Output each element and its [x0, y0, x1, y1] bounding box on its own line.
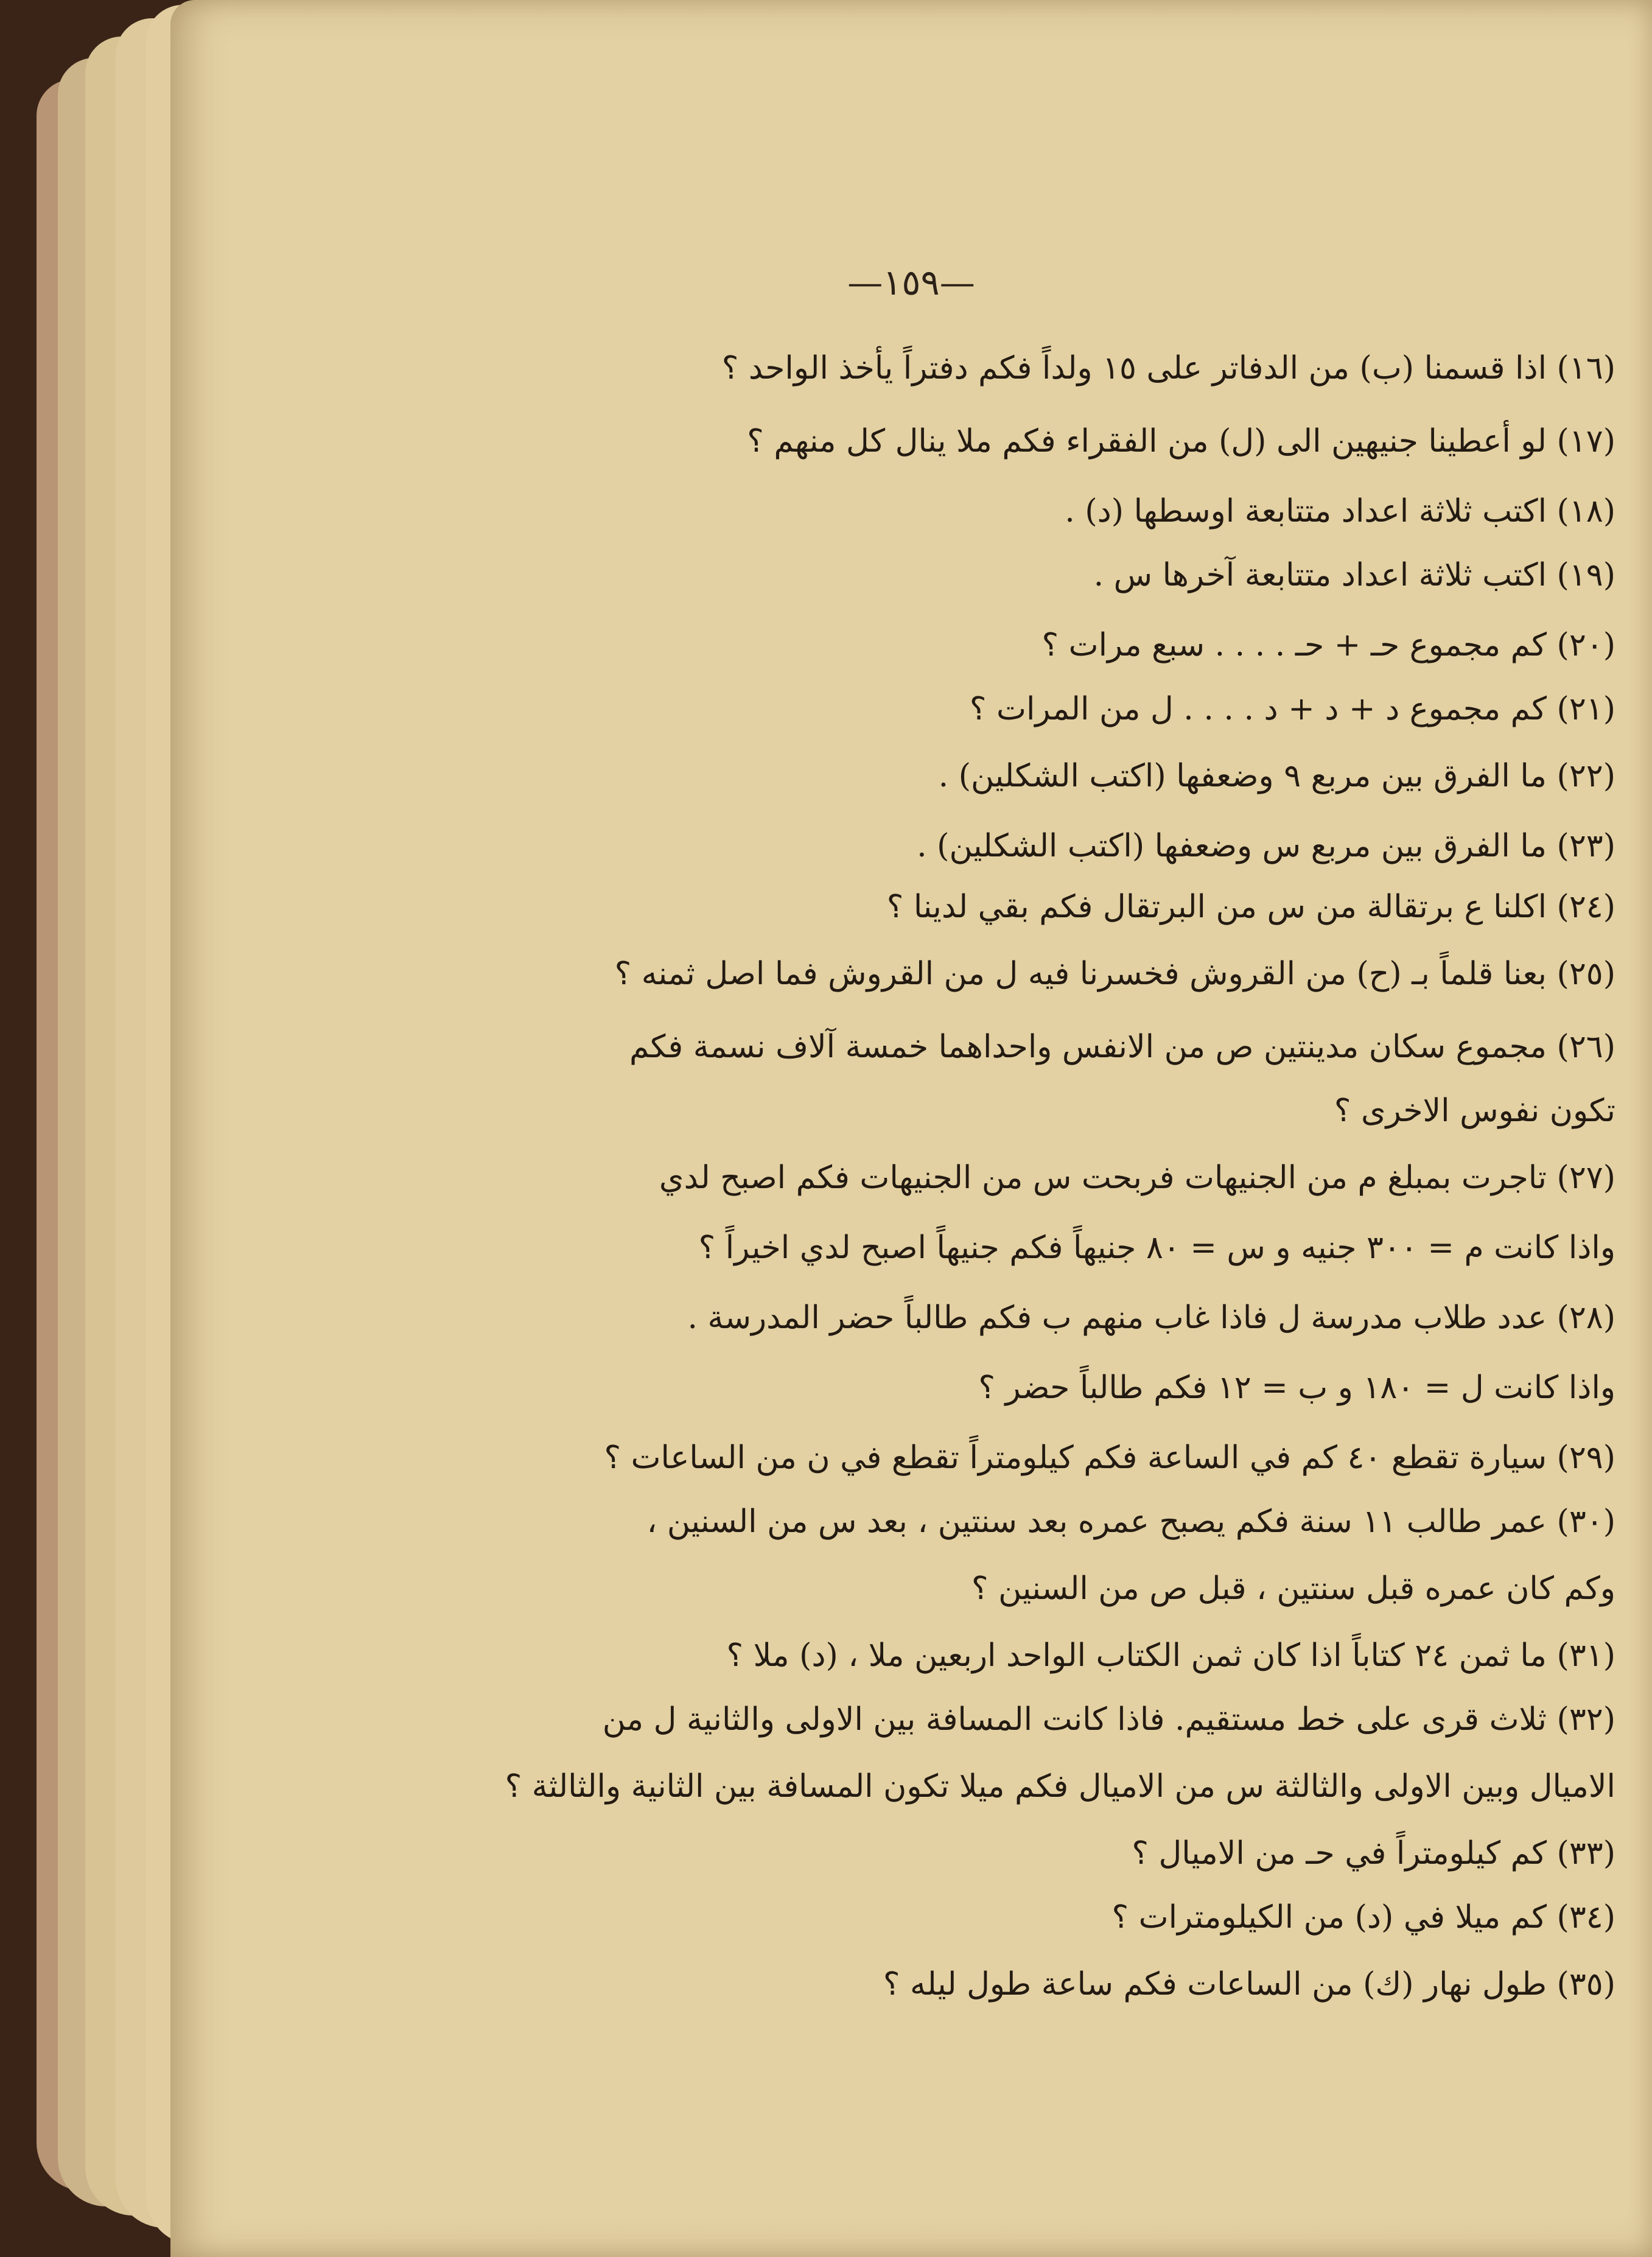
exercise-30-line: (٣٠) عمر طالب ١١ سنة فكم يصبح عمره بعد سنتين ، بعد س من السنين ، — [646, 1503, 1615, 1540]
exercise-35-line: (٣٥) طول نهار (ك) من الساعات فكم ساعة طول ليله ؟ — [883, 1966, 1615, 2003]
exercise-21-line: (٢١) كم مجموع د + د + د . . . . ل من المرات ؟ — [969, 691, 1615, 727]
exercise-32-line: (٣٢) ثلاث قرى على خط مستقيم. فاذا كانت المسافة بين الاولى والثانية ل من — [602, 1701, 1615, 1738]
exercise-23-line: (٢٣) ما الفرق بين مربع س وضعفها (اكتب الشكلين) . — [917, 828, 1615, 864]
exercise-28-continuation: واذا كانت ل = ١٨٠ و ب = ١٢ فكم طالباً حضر ؟ — [978, 1370, 1615, 1406]
exercise-28-line: (٢٨) عدد طلاب مدرسة ل فاذا غاب منهم ب فكم طالباً حضر المدرسة . — [687, 1300, 1615, 1336]
exercise-20-line: (٢٠) كم مجموع حـ + حـ . . . . سبع مرات ؟ — [1041, 627, 1615, 663]
page-content — [170, 0, 1652, 2257]
exercise-17-line: (١٧) لو أعطينا جنيهين الى (ل) من الفقراء فكم ملا ينال كل منهم ؟ — [747, 423, 1615, 460]
exercise-27-line: (٢٧) تاجرت بمبلغ م من الجنيهات فربحت س من الجنيهات فكم اصبح لدي — [659, 1160, 1615, 1196]
exercise-34-line: (٣٤) كم ميلا في (د) من الكيلومترات ؟ — [1111, 1899, 1615, 1936]
exercise-16-line: (١٦) اذا قسمنا (ب) من الدفاتر على ١٥ ولداً فكم دفتراً يأخذ الواحد ؟ — [721, 350, 1615, 387]
exercise-19-line: (١٩) اكتب ثلاثة اعداد متتابعة آخرها س . — [1093, 557, 1615, 593]
exercise-33-line: (٣٣) كم كيلومتراً في حـ من الاميال ؟ — [1132, 1835, 1615, 1872]
book-page — [170, 0, 1652, 2257]
exercise-32-continuation: الاميال وبين الاولى والثالثة س من الاميال فكم ميلا تكون المسافة بين الثانية والثالثة ؟ — [505, 1768, 1615, 1805]
exercise-27-continuation: واذا كانت م = ٣٠٠ جنيه و س = ٨٠ جنيهاً فكم جنيهاً اصبح لدي اخيراً ؟ — [698, 1230, 1615, 1266]
exercise-24-line: (٢٤) اكلنا ع برتقالة من س من البرتقال فكم بقي لدينا ؟ — [886, 889, 1615, 925]
exercise-30-continuation: وكم كان عمره قبل سنتين ، قبل ص من السنين ؟ — [971, 1570, 1615, 1607]
exercise-22-line: (٢٢) ما الفرق بين مربع ٩ وضعفها (اكتب الشكلين) . — [938, 758, 1615, 794]
exercise-26-continuation: تكون نفوس الاخرى ؟ — [1334, 1093, 1615, 1129]
page-number: —١٥٩— — [847, 262, 975, 303]
exercise-31-line: (٣١) ما ثمن ٢٤ كتاباً اذا كان ثمن الكتاب الواحد اربعين ملا ، (د) ملا ؟ — [726, 1637, 1615, 1674]
exercise-26-line: (٢٦) مجموع سكان مدينتين ص من الانفس واحداهما خمسة آلاف نسمة فكم — [629, 1029, 1615, 1065]
exercise-18-line: (١٨) اكتب ثلاثة اعداد متتابعة اوسطها (د) . — [1065, 493, 1615, 530]
exercise-25-line: (٢٥) بعنا قلماً بـ (ح) من القروش فخسرنا فيه ل من القروش فما اصل ثمنه ؟ — [614, 956, 1615, 992]
exercise-29-line: (٢٩) سيارة تقطع ٤٠ كم في الساعة فكم كيلومتراً تقطع في ن من الساعات ؟ — [604, 1440, 1615, 1476]
